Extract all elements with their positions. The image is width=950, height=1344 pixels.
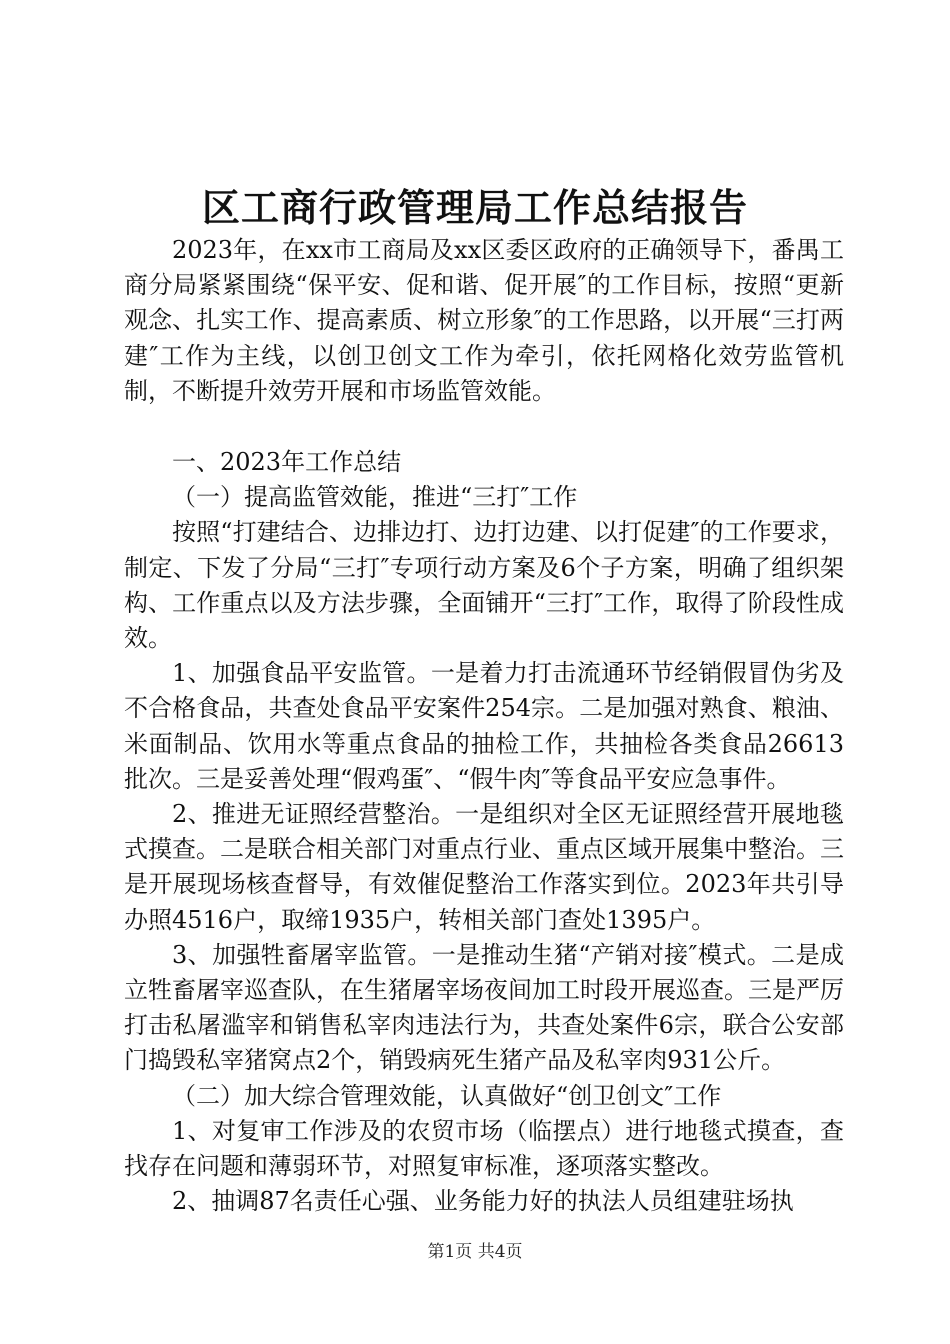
body-paragraph: 1、加强食品平安监管。一是着力打击流通环节经销假冒伪劣及不合格食品，共查处食品平安案件254宗。二是加强对熟食、粮油、米面制品、饮用水等重点食品的抽检工作，共抽检各类食品26613批次。三是妥善处理“假鸡蛋″、“假牛肉″等食品平安应急事件。 xyxy=(124,659,844,793)
subsection-heading-2: （二）加大综合管理效能，认真做好“创卫创文″工作 xyxy=(172,1081,722,1110)
body-paragraph: 2、抽调87名责任心强、业务能力好的执法人员组建驻场执 xyxy=(172,1187,794,1216)
body-paragraph: 1、对复审工作涉及的农贸市场（临摆点）进行地毯式摸查，查找存在问题和薄弱环节，对照复审标准，逐项落实整改。 xyxy=(124,1116,844,1181)
page-number: 第1页 共4页 xyxy=(427,1242,523,1262)
document-title: 区工商行政管理局工作总结报告 xyxy=(201,185,748,230)
subsection-heading-1: （一）提高监管效能，推进“三打″工作 xyxy=(172,483,578,512)
body-paragraph: 2、推进无证照经营整治。一是组织对全区无证照经营开展地毯式摸查。二是联合相关部门对重点行业、重点区域开展集中整治。三是开展现场核查督导，有效催促整治工作落实到位。2023年共引导办照4516户，取缔1935户，转相关部门查处1395户。 xyxy=(124,800,844,934)
document-body xyxy=(124,233,844,1219)
body-paragraph: 按照“打建结合、边排边打、边打边建、以打促建″的工作要求，制定、下发了分局“三打″专项行动方案及6个子方案，明确了组织架构、工作重点以及方法步骤，全面铺开“三打″工作，取得了阶段性成效。 xyxy=(124,518,844,653)
intro-paragraph: 2023年，在xx市工商局及xx区委区政府的正确领导下，番禺工商分局紧紧围绕“保平安、促和谐、促开展″的工作目标，按照“更新观念、扎实工作、提高素质、树立形象″的工作思路，以开展“三打两建″工作为主线，以创卫创文工作为牵引，依托网格化效劳监管机制，不断提升效劳开展和市场监管效能。 xyxy=(124,236,844,405)
body-paragraph: 3、加强牲畜屠宰监管。一是推动生猪“产销对接″模式。二是成立牲畜屠宰巡查队，在生猪屠宰场夜间加工时段开展巡查。三是严厉打击私屠滥宰和销售私宰肉违法行为，共查处案件6宗，联合公安部门捣毁私宰猪窝点2个，销毁病死生猪产品及私宰肉931公斤。 xyxy=(124,940,844,1075)
section-heading-1: 一、2023年工作总结 xyxy=(172,448,402,477)
